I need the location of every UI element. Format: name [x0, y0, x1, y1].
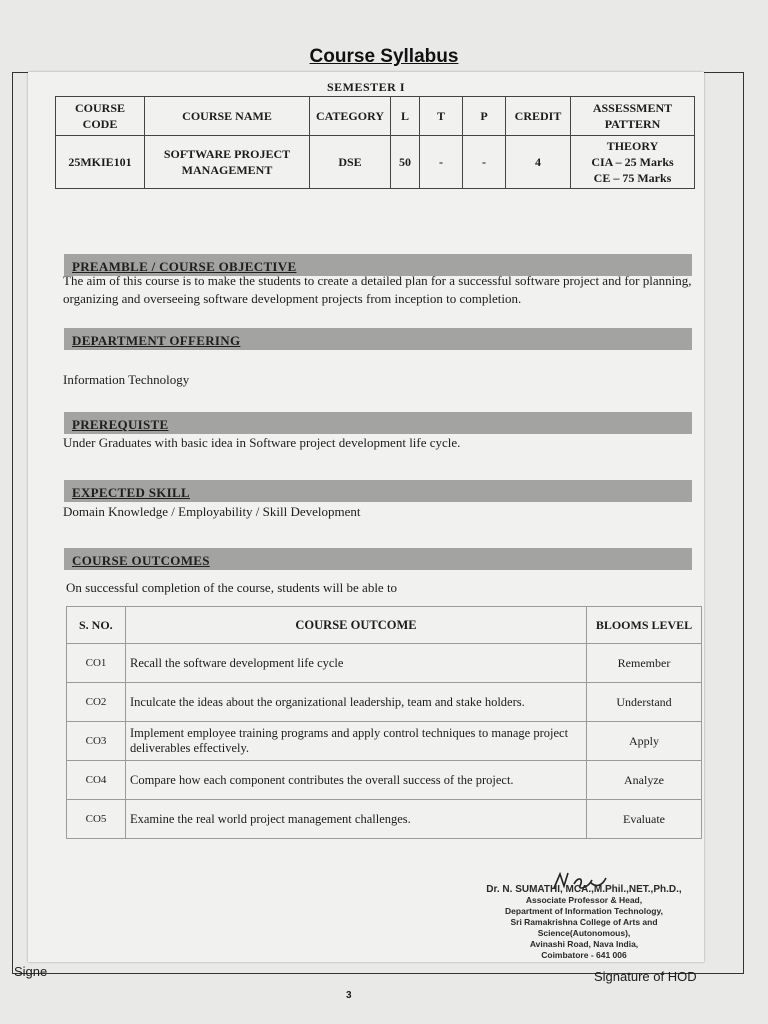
course-table-row — [56, 136, 695, 189]
skill-text: Domain Knowledge / Employability / Skill Development — [63, 504, 361, 519]
outcome-level: Evaluate — [587, 800, 702, 839]
outcomes-heading-bar — [64, 548, 692, 570]
prerequisite-heading-bar — [64, 412, 692, 434]
outcome-row — [67, 722, 702, 761]
assessment-theory: THEORY — [606, 139, 659, 153]
outcome-text: Inculcate the ideas about the organizational leadership, team and stake holders. — [126, 683, 587, 722]
outcome-row — [67, 761, 702, 800]
header-l: L — [391, 97, 420, 136]
outcome-row — [67, 644, 702, 683]
assessment-ce: CE – 75 Marks — [593, 171, 672, 185]
assessment-cia: CIA – 25 Marks — [591, 155, 674, 169]
outcome-text: Compare how each component contributes the overall success of the project. — [126, 761, 587, 800]
header-category: CATEGORY — [310, 97, 391, 136]
stamp-title: Associate Professor & Head, — [525, 895, 643, 905]
outcome-id: CO1 — [67, 644, 126, 683]
outcome-text: Implement employee training programs and apply control techniques to manage project deliverables effectively. — [126, 722, 587, 761]
course-t: - — [420, 136, 463, 189]
page-title: Course Syllabus — [309, 46, 459, 67]
department-heading-bar — [64, 328, 692, 350]
page-number: 3 — [346, 990, 352, 1001]
outcome-text: Recall the software development life cycle — [126, 644, 587, 683]
outcomes-header-row — [67, 607, 702, 644]
prerequisite-heading: PREREQUISTE — [72, 417, 169, 432]
course-code: 25MKIE101 — [56, 136, 145, 189]
header-assessment: ASSESSMENT PATTERN — [571, 97, 695, 136]
header-course-outcome: COURSE OUTCOME — [126, 607, 587, 644]
header-credit: CREDIT — [506, 97, 571, 136]
outcome-level: Apply — [587, 722, 702, 761]
department-text: Information Technology — [63, 372, 190, 387]
footer-signature-label: Signe — [14, 964, 48, 979]
header-blooms-level: BLOOMS LEVEL — [587, 607, 702, 644]
outcome-level: Remember — [587, 644, 702, 683]
department-heading: DEPARTMENT OFFERING — [72, 333, 241, 348]
stamp-college: Sri Ramakrishna College of Arts and Science(Autonomous), — [510, 917, 658, 938]
outcome-row — [67, 800, 702, 839]
course-outcomes-table — [66, 606, 702, 839]
outcome-id: CO5 — [67, 800, 126, 839]
skill-heading-bar — [64, 480, 692, 502]
stamp-road: Avinashi Road, Nava India, — [529, 939, 639, 949]
header-t: T — [420, 97, 463, 136]
header-course-code: COURSE CODE — [56, 97, 145, 136]
course-p: - — [463, 136, 506, 189]
outcomes-heading: COURSE OUTCOMES — [72, 553, 210, 568]
header-course-name: COURSE NAME — [145, 97, 310, 136]
header-sno: S. NO. — [67, 607, 126, 644]
outcome-level: Understand — [587, 683, 702, 722]
preamble-text: The aim of this course is to make the students to create a detailed plan for a successful software project and for planning, organizing and overseeing software development projects from inception to completion. — [63, 273, 692, 306]
preamble-heading: PREAMBLE / COURSE OBJECTIVE — [72, 259, 297, 274]
skill-heading: EXPECTED SKILL — [72, 485, 190, 500]
hod-signature-label: Signature of HOD — [594, 969, 697, 984]
outcome-row — [67, 683, 702, 722]
course-table-header — [56, 97, 695, 136]
outcomes-intro: On successful completion of the course, students will be able to — [66, 580, 398, 595]
course-category: DSE — [310, 136, 391, 189]
outcome-id: CO3 — [67, 722, 126, 761]
stamp-city: Coimbatore - 641 006 — [541, 950, 627, 960]
stamp-department: Department of Information Technology, — [505, 906, 663, 916]
prerequisite-text: Under Graduates with basic idea in Software project development life cycle. — [63, 435, 461, 450]
header-p: P — [463, 97, 506, 136]
outcome-level: Analyze — [587, 761, 702, 800]
course-l: 50 — [391, 136, 420, 189]
outcome-id: CO2 — [67, 683, 126, 722]
course-credit: 4 — [506, 136, 571, 189]
course-name: SOFTWARE PROJECT MANAGEMENT — [145, 136, 310, 189]
course-assessment — [571, 136, 695, 189]
semester-label: SEMESTER I — [326, 80, 406, 94]
stamp-name: Dr. N. SUMATHI, MCA.,M.Phil.,NET.,Ph.D., — [486, 884, 682, 895]
course-info-table — [55, 96, 695, 189]
syllabus-sheet — [28, 72, 704, 962]
hod-stamp — [464, 884, 704, 961]
outcome-id: CO4 — [67, 761, 126, 800]
outcome-text: Examine the real world project management challenges. — [126, 800, 587, 839]
